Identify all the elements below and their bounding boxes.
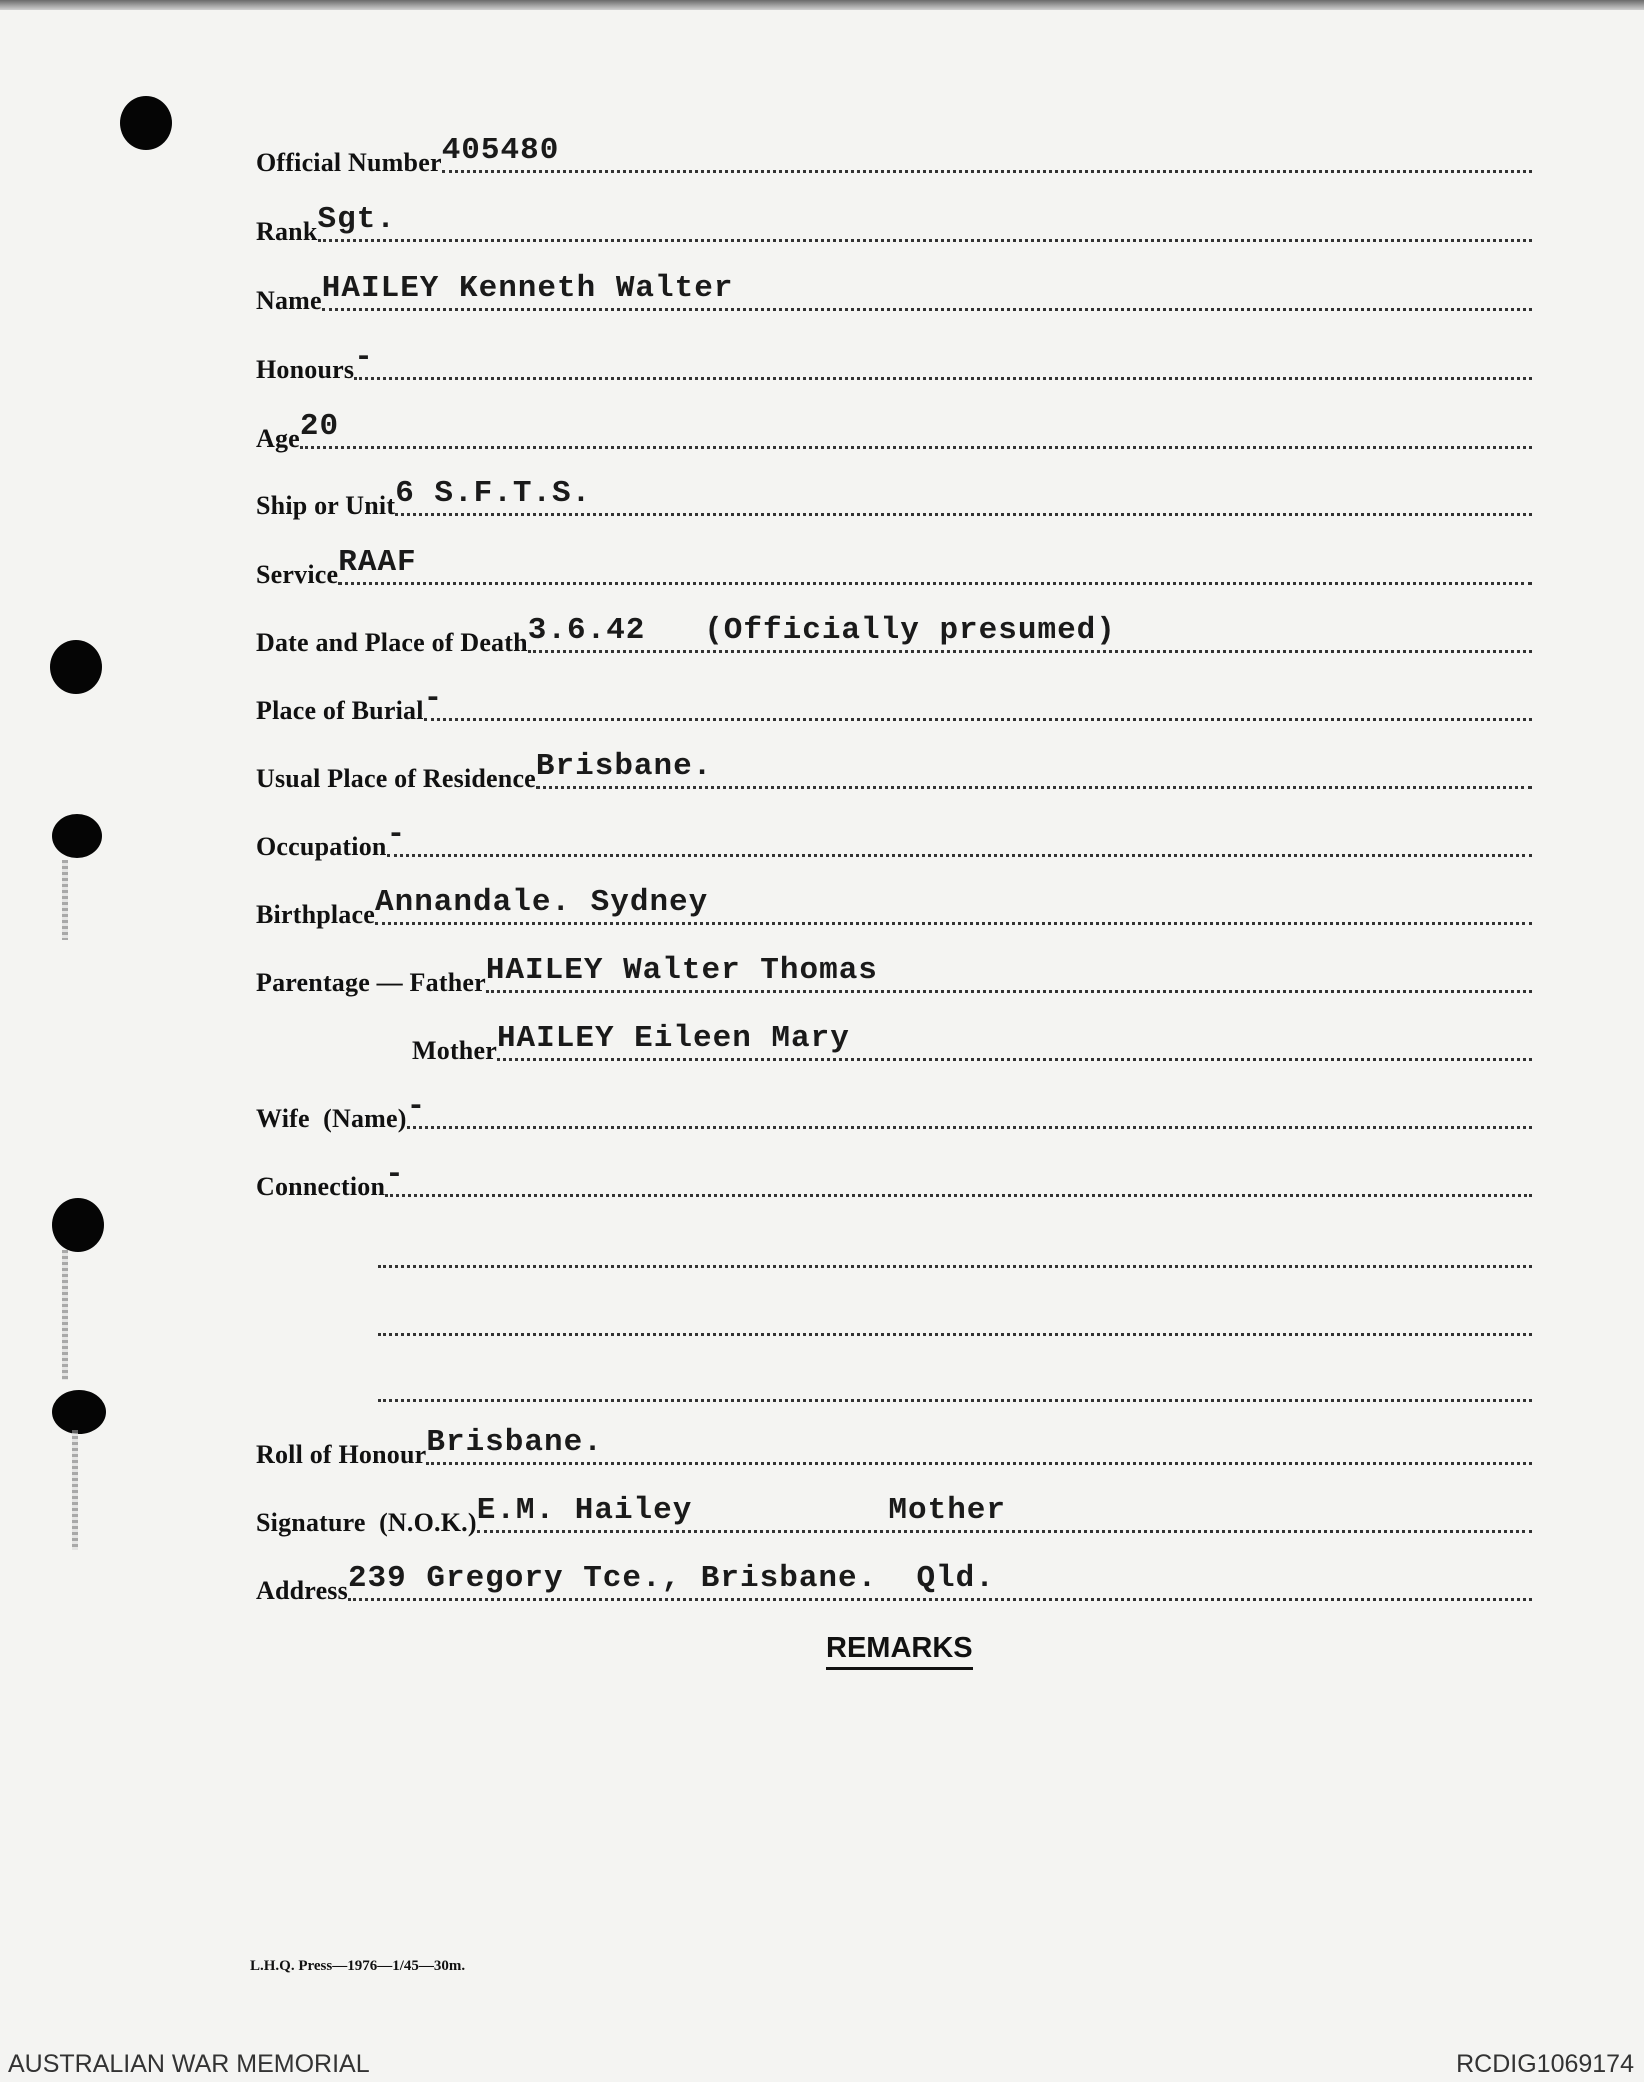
punch-hole: [52, 1198, 104, 1252]
remarks-heading: REMARKS: [826, 1632, 973, 1670]
field-value: 405480: [441, 133, 560, 168]
scan-streak: [62, 860, 68, 940]
field-value: HAILEY Eileen Mary: [496, 1021, 850, 1056]
punch-hole: [120, 96, 172, 150]
field-value: 20: [299, 409, 340, 444]
field-name: [256, 272, 1532, 318]
field-value: Brisbane.: [426, 1425, 603, 1460]
field-roll-of-honour: [256, 1426, 1532, 1472]
field-value: -: [354, 340, 374, 375]
field-value: Brisbane.: [535, 749, 713, 784]
field-label: Signature (N.O.K.): [256, 1508, 477, 1537]
field-value: -: [385, 1157, 405, 1192]
field-label: Parentage — Father: [256, 968, 486, 997]
field-label: Usual Place of Residence: [256, 764, 536, 793]
field-value: -: [386, 817, 407, 852]
field-place-of-burial: [256, 682, 1532, 728]
field-value: Sgt.: [317, 202, 396, 237]
field-label: Address: [256, 1576, 348, 1605]
field-label: Rank: [256, 217, 318, 246]
printer-note: L.H.Q. Press—1976—1/45—30m.: [250, 1958, 466, 1974]
field-value: Annandale. Sydney: [375, 885, 709, 920]
field-value: HAILEY Walter Thomas: [485, 953, 878, 988]
field-value: -: [406, 1089, 427, 1124]
field-label: Honours: [256, 355, 355, 384]
footer-record-id: RCDIG1069174: [1456, 2050, 1634, 2078]
field-ship-or-unit: [256, 477, 1532, 523]
field-usual-residence: [256, 750, 1532, 796]
field-birthplace: [256, 886, 1532, 932]
field-value: 239 Gregory Tce., Brisbane. Qld.: [347, 1561, 995, 1596]
field-mother: [256, 1022, 1532, 1068]
field-occupation: [256, 818, 1532, 864]
field-connection: [256, 1158, 1532, 1204]
field-label: Service: [256, 560, 339, 589]
field-label: Ship or Unit: [256, 491, 396, 520]
field-address: [256, 1562, 1532, 1608]
field-label: Mother: [412, 1036, 497, 1065]
field-label: Roll of Honour: [256, 1440, 427, 1469]
field-label: Age: [256, 424, 300, 453]
field-value: HAILEY Kenneth Walter: [321, 271, 734, 306]
field-label: Name: [256, 286, 322, 315]
footer-source-label: AUSTRALIAN WAR MEMORIAL: [8, 2050, 370, 2078]
field-wife: [256, 1090, 1532, 1136]
field-label: Date and Place of Death: [256, 628, 528, 657]
field-label: Connection: [256, 1172, 386, 1201]
blank-dotted-line: [378, 1396, 1532, 1402]
field-official-number: [256, 134, 1532, 180]
field-date-place-death: [256, 614, 1532, 660]
scan-streak: [62, 1250, 68, 1380]
field-age: [256, 410, 1532, 456]
blank-dotted-line: [378, 1330, 1532, 1336]
field-signature-nok: [256, 1494, 1532, 1540]
field-rank: [256, 203, 1532, 249]
field-label: Occupation: [256, 832, 387, 861]
field-service: [256, 546, 1532, 592]
field-value: 6 S.F.T.S.: [395, 476, 592, 511]
field-value: -: [423, 681, 444, 716]
field-label: Place of Burial: [256, 696, 424, 725]
scan-streak: [72, 1430, 78, 1550]
field-value: E.M. Hailey Mother: [476, 1493, 1007, 1528]
field-label: Official Number: [256, 148, 442, 177]
field-label: Wife (Name): [256, 1104, 407, 1133]
field-value: RAAF: [338, 545, 417, 580]
field-label: Birthplace: [256, 900, 375, 929]
punch-hole: [52, 814, 102, 858]
punch-hole: [50, 640, 102, 694]
punch-hole: [52, 1390, 106, 1434]
page-top-edge: [0, 0, 1644, 10]
field-value: 3.6.42 (Officially presumed): [527, 613, 1116, 648]
blank-dotted-line: [378, 1262, 1532, 1268]
field-father: [256, 954, 1532, 1000]
field-honours: [256, 341, 1532, 387]
